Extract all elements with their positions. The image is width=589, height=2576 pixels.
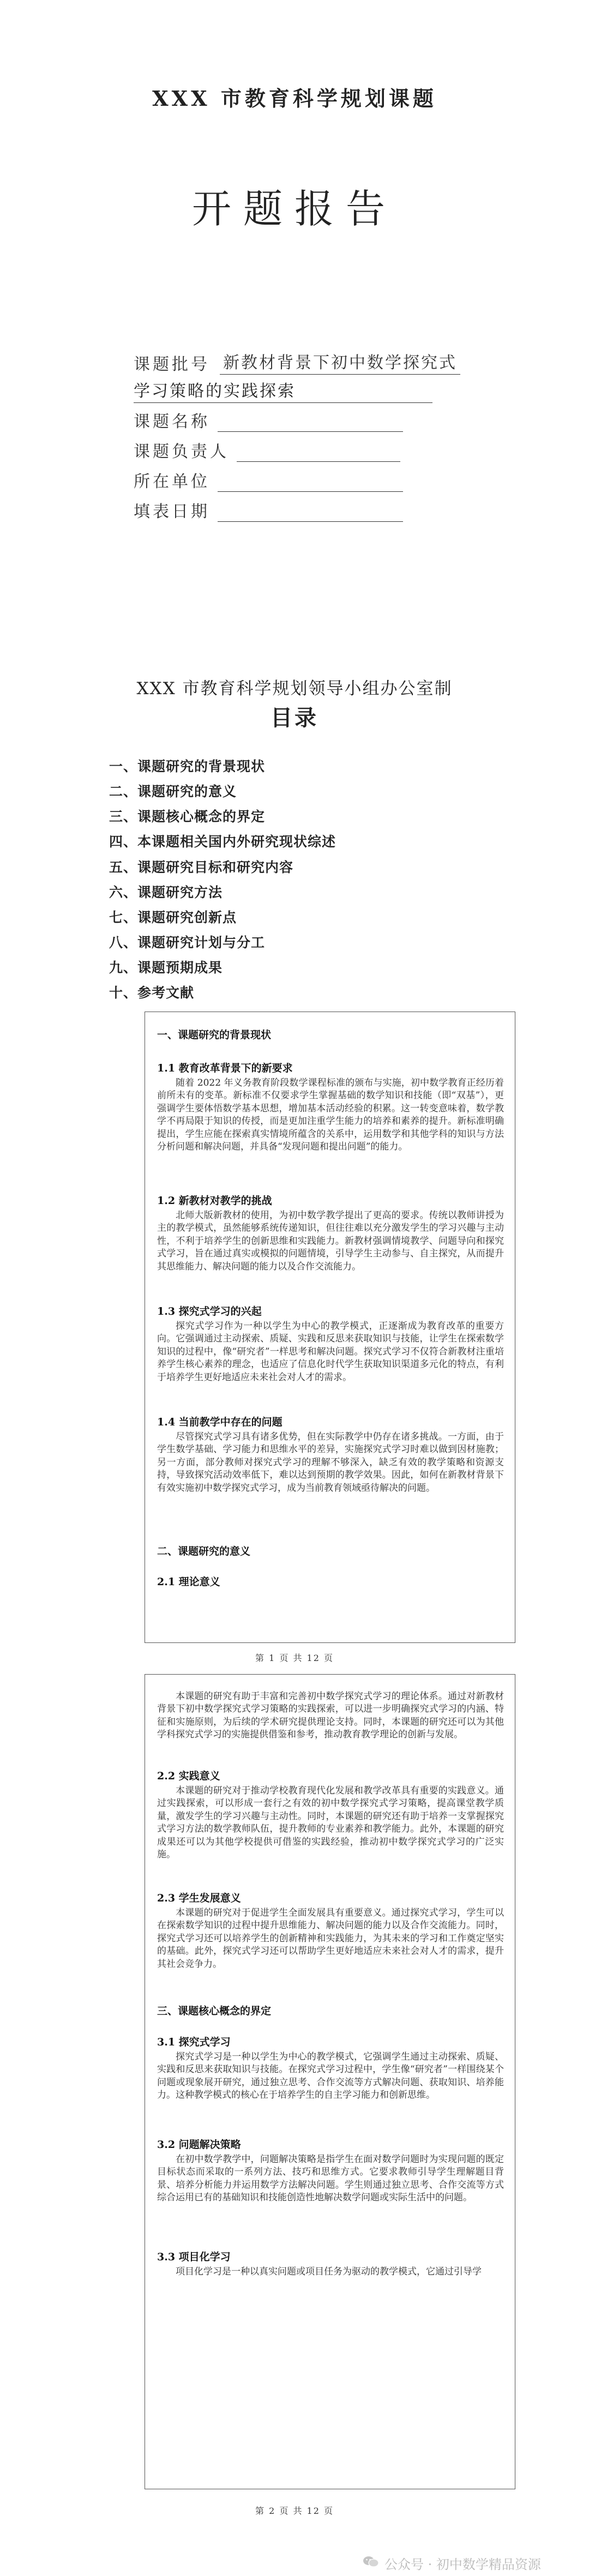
field-blank-line (218, 475, 403, 492)
toc-item: 七、课题研究创新点 (109, 910, 237, 925)
field-topic-number (134, 349, 460, 375)
subsection-heading: 2.2 实践意义 (157, 1770, 220, 1782)
section-heading: 一、课题研究的背景现状 (157, 1029, 272, 1041)
toc-item: 十、参考文献 (109, 985, 195, 1001)
subsection-heading: 1.3 探究式学习的兴起 (157, 1305, 262, 1317)
toc-item: 五、课题研究目标和研究内容 (109, 859, 294, 875)
header-title: XXX 市教育科学规划课题 (152, 86, 437, 111)
wechat-icon (363, 2555, 379, 2568)
subsection-heading: 3.3 项目化学习 (157, 2251, 231, 2263)
toc-item: 三、课题核心概念的界定 (109, 809, 266, 824)
field-label: 填表日期 (134, 502, 210, 521)
toc-item: 一、课题研究的背景现状 (109, 759, 266, 774)
field-unit (134, 468, 403, 492)
field-leader (134, 438, 400, 462)
paragraph: 北师大版新教材的使用，为初中数学教学提出了更高的要求。传统以教师讲授为主的教学模式，虽然能够系统传递知识，但往往难以充分激发学生的学习兴趣与主动性，不利于培养学生的创新思维和实践能力。新教材强调情境教学、问题导向和探究式学习，旨在通过真实或模拟的问题情境，引导学生主动参与、自主探究，从而提升其思维能力、解决问题的能力以及合作交流能力。 (157, 1210, 504, 1272)
subsection-heading: 3.1 探究式学习 (157, 2036, 231, 2048)
toc-item: 八、课题研究计划与分工 (109, 935, 266, 950)
report-title: 开题报告 (191, 186, 397, 232)
issuing-office: XXX 市教育科学规划领导小组办公室制 (136, 679, 453, 699)
subsection-heading: 2.3 学生发展意义 (157, 1892, 241, 1904)
toc-item: 九、课题预期成果 (109, 960, 223, 976)
paragraph: 项目化学习是一种以真实问题或项目任务为驱动的教学模式，它通过引导学 (176, 2266, 482, 2277)
subsection-heading: 1.1 教育改革背景下的新要求 (157, 1062, 293, 1074)
paragraph: 随着 2022 年义务教育阶段数学课程标准的颁布与实施，初中数学教育正经历着前所未有的变革。新标准不仅要求学生掌握基础的数学知识和技能（即“双基”），更强调学生要体悟数学基本思想，增加基本活动经验的积累。这一转变意味着，数学教学不再局限于知识的传授，而是更加注重学生能力的培养和素养的提升。新标准明确提出，学生应能在探索真实情境所蕴含的关系中，运用数学和其他学科的知识与方法分析问题和解决问题，并具备“发现问题和提出问题”的能力。 (157, 1078, 504, 1153)
toc-item: 四、本课题相关国内外研究现状综述 (109, 834, 336, 850)
watermark: 公众号 · 初中数学精品资源 (384, 2557, 541, 2572)
subsection-heading: 3.2 问题解决策略 (157, 2139, 241, 2151)
field-label: 课题名称 (134, 412, 210, 431)
toc-item: 二、课题研究的意义 (109, 784, 237, 799)
field-date (134, 498, 403, 522)
paragraph: 探究式学习是一种以学生为中心的教学模式，它强调学生通过主动探索、质疑、实践和反思来获取知识与技能。在探究式学习过程中，学生像“研究者”一样围绕某个问题或现象展开研究，通过独立思考、合作交流等方式解决问题、获取知识、培养能力。这种教学模式的核心在于培养学生的自主学习能力和创新思维。 (157, 2051, 504, 2101)
subsection-heading: 1.2 新教材对教学的挑战 (157, 1195, 272, 1207)
subsection-heading: 2.1 理论意义 (157, 1576, 220, 1588)
field-topic-name (134, 408, 403, 432)
field-blank-line (218, 415, 403, 432)
field-blank-line (237, 445, 400, 462)
paragraph: 尽管探究式学习具有诸多优势，但在实际教学中仍存在诸多挑战。一方面，由于学生数学基础、学习能力和思维水平的差异，实施探究式学习时难以做到因材施教；另一方面，部分教师对探究式学习的理解不够深入，缺乏有效的教学策略和资源支持，导致探究活动效率低下，难以达到预期的教学效果。因此，如何在新教材背景下有效实施初中数学探究式学习，成为当前教育领域亟待解决的问题。 (157, 1431, 504, 1494)
page-number: 第 1 页 共 12 页 (255, 1653, 334, 1663)
page-number: 第 2 页 共 12 页 (255, 2506, 334, 2516)
field-label: 课题负责人 (134, 442, 229, 461)
toc-title: 目录 (271, 705, 318, 731)
field-value: 新教材背景下初中数学探究式 (220, 349, 460, 375)
field-blank-line (218, 505, 403, 522)
section-heading: 二、课题研究的意义 (157, 1545, 251, 1557)
section-heading: 三、课题核心概念的界定 (157, 2005, 272, 2017)
paragraph: 本课题的研究对于推动学校教育现代化发展和教学改革具有重要的实践意义。通过实践探索，可以形成一套行之有效的初中数学探究式学习策略，提高课堂教学质量，激发学生的学习兴趣与主动性。同时，本课题的研究还有助于培养一支掌握探究式学习方法的数学教师队伍，提升教师的专业素养和教学能力。此外，本课题的研究成果还可以为其他学校提供可借鉴的实践经验，推动初中数学探究式学习的广泛实施。 (157, 1785, 504, 1861)
subsection-heading: 1.4 当前教学中存在的问题 (157, 1416, 283, 1428)
toc-item: 六、课题研究方法 (109, 884, 223, 900)
paragraph: 在初中数学教学中，问题解决策略是指学生在面对数学问题时为实现问题的既定目标状态而采取的一系列方法、技巧和思维方式。它要求教师引导学生理解题目背景、培养分析能力并运用数学方法解决问题。学生则通过独立思考、合作交流等方式综合运用已有的基础知识和技能创造性地解决数学问题或实际生活中的问题。 (157, 2154, 504, 2204)
paragraph: 本课题的研究对于促进学生全面发展具有重要意义。通过探究式学习，学生可以在探索数学知识的过程中提升思维能力、解决问题的能力以及合作交流能力。同时，探究式学习还可以培养学生的创新精神和实践能力，为其未来的学习和工作奠定坚实的基础。此外，探究式学习还可以帮助学生更好地适应未来社会对人才的需求，提升其社会竞争力。 (157, 1907, 504, 1970)
field-value-continued: 学习策略的实践探索 (134, 377, 432, 403)
field-label: 所在单位 (134, 472, 210, 491)
field-label: 课题批号 (134, 355, 210, 374)
paragraph: 本课题的研究有助于丰富和完善初中数学探究式学习的理论体系。通过对新教材背景下初中数学探究式学习策略的实践探索，可以进一步明确探究式学习的内涵、特征和实施原则，为后续的学术研究提供理论支持。同时，本课题的研究还可以为其他学科探究式学习的实施提供借鉴和参考，推动教育教学理论的创新与发展。 (157, 1691, 504, 1741)
paragraph: 探究式学习作为一种以学生为中心的教学模式，正逐渐成为教育改革的重要方向。它强调通过主动探索、质疑、实践和反思来获取知识与技能，让学生在探索数学知识的过程中，像“研究者”一样思考和解决问题。探究式学习不仅符合新教材注重培养学生核心素养的理念，也适应了信息化时代学生获取知识渠道多元化的特点，有利于培养学生更好地适应未来社会对人才的需求。 (157, 1321, 504, 1383)
